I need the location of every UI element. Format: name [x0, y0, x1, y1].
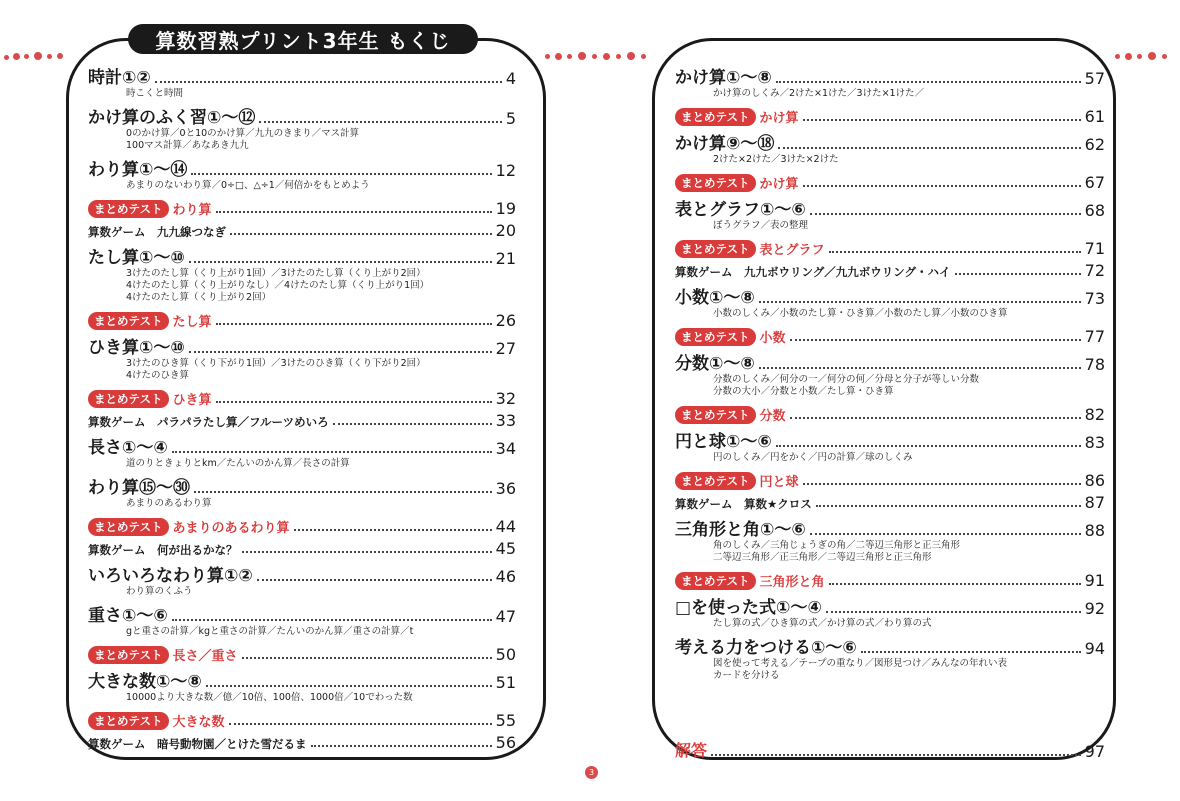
toc-line	[675, 593, 1105, 618]
toc-entry-title: □を使った式①〜④	[675, 598, 822, 618]
toc-entry-title: 時計①②	[88, 68, 151, 88]
toc-line	[88, 645, 516, 664]
decorative-dots-center	[545, 50, 650, 64]
dot-leader	[816, 505, 1081, 507]
toc-subtopic: 3けたのたし算（くり上がり1回）／3けたのたし算（くり上がり2回）	[126, 268, 426, 279]
toc-entry-title: かけ算⑨〜⑱	[675, 134, 775, 154]
review-test-badge: まとめテスト	[88, 200, 169, 218]
toc-entry-title: 算数ゲーム 暗号動物園／とけた雪だるま	[88, 737, 307, 751]
toc-entry	[88, 103, 516, 152]
toc-entry	[88, 645, 516, 664]
toc-entry-title: たし算①〜⑩	[88, 248, 185, 268]
toc-line	[88, 243, 516, 268]
toc-subtopic: gと重さの計算／kgと重さの計算／たんいのかん算／重さの計算／t	[126, 626, 414, 637]
toc-page-number: 91	[1084, 571, 1105, 590]
toc-entry	[675, 327, 1105, 346]
review-test-badge: まとめテスト	[88, 646, 169, 664]
review-test-badge: まとめテスト	[675, 572, 756, 590]
toc-entry-title	[675, 107, 799, 126]
dot-leader	[803, 119, 1081, 121]
toc-entry-title: 算数ゲーム 九九線つなぎ	[88, 225, 226, 239]
toc-entry-title: 考える力をつける①〜⑥	[675, 638, 857, 658]
review-test-topic: 円と球	[759, 475, 799, 490]
review-test-badge: まとめテスト	[88, 712, 169, 730]
toc-line	[675, 515, 1105, 540]
dot-leader	[759, 301, 1081, 303]
toc-line	[675, 63, 1105, 88]
toc-entry-title: 大きな数①〜⑧	[88, 672, 202, 692]
toc-page-number: 94	[1084, 639, 1105, 658]
toc-entry	[675, 173, 1105, 192]
dot-leader	[257, 579, 492, 581]
toc-page-number: 27	[495, 339, 516, 358]
toc-entry-title: 解答	[675, 741, 708, 760]
toc-subtopic: 小数のしくみ／小数のたし算・ひき算／小数のたし算／小数のひき算	[713, 308, 1008, 319]
toc-page-number: 82	[1084, 405, 1105, 424]
toc-entry	[675, 738, 1105, 761]
toc-subtopic: 分数の大小／分数と小数／たし算・ひき算	[713, 386, 894, 397]
toc-page-number: 68	[1084, 201, 1105, 220]
toc-entry-title	[675, 327, 786, 346]
toc-entry-title: かけ算のふく習①〜⑫	[88, 108, 256, 128]
toc-subtopic: わり算のくふう	[126, 586, 193, 597]
toc-page-number: 33	[495, 411, 516, 430]
toc-entry	[675, 571, 1105, 590]
toc-line	[88, 433, 516, 458]
toc-subtopic: ぼうグラフ／表の整理	[713, 220, 809, 231]
toc-entry-title	[88, 311, 212, 330]
dot-leader	[216, 323, 492, 325]
toc-line	[88, 103, 516, 128]
review-test-badge: まとめテスト	[88, 312, 169, 330]
review-test-topic: かけ算	[759, 177, 799, 192]
dot-leader	[172, 619, 492, 621]
dot-leader	[333, 423, 492, 425]
toc-page-number: 71	[1084, 239, 1105, 258]
toc-subtopic: あまりのないわり算／0÷□、△÷1／何倍かをもとめよう	[126, 180, 370, 191]
toc-left-column	[88, 63, 516, 752]
toc-entry	[675, 493, 1105, 512]
toc-entry	[88, 601, 516, 638]
toc-entry	[675, 107, 1105, 126]
review-test-topic: 大きな数	[172, 715, 225, 730]
page-title: 算数習熟プリント3年生 もくじ	[155, 28, 451, 53]
toc-entry	[675, 261, 1105, 280]
review-test-badge: まとめテスト	[675, 240, 756, 258]
toc-page-number: 32	[495, 389, 516, 408]
toc-entry-title	[88, 711, 225, 730]
dot-leader	[155, 81, 502, 83]
toc-entry	[675, 515, 1105, 564]
toc-entry-title: 長さ①〜④	[88, 438, 168, 458]
dot-leader	[776, 445, 1081, 447]
toc-entry	[88, 333, 516, 382]
toc-page-number: 55	[495, 711, 516, 730]
dot-leader	[311, 745, 492, 747]
toc-page-number: 21	[495, 249, 516, 268]
toc-entry-title: 算数ゲーム 算数★クロス	[675, 497, 812, 511]
toc-line	[88, 733, 516, 752]
toc-line	[88, 539, 516, 558]
title-banner	[128, 24, 478, 54]
toc-entry	[675, 195, 1105, 232]
review-test-badge: まとめテスト	[675, 472, 756, 490]
dot-leader	[191, 173, 491, 175]
dot-leader	[861, 651, 1081, 653]
toc-entry	[675, 405, 1105, 424]
toc-entry	[88, 667, 516, 704]
toc-line	[88, 199, 516, 218]
toc-page-number: 73	[1084, 289, 1105, 308]
toc-entry	[88, 539, 516, 558]
toc-page-number: 5	[505, 109, 516, 128]
toc-line	[88, 667, 516, 692]
toc-entry-title: 小数①〜⑧	[675, 288, 755, 308]
toc-line	[675, 107, 1105, 126]
toc-entry	[88, 473, 516, 510]
toc-entry-title	[88, 645, 238, 664]
toc-entry-title: 算数ゲーム 何が出るかな？	[88, 543, 238, 557]
dot-leader	[189, 351, 492, 353]
dot-leader	[778, 147, 1080, 149]
toc-line	[675, 129, 1105, 154]
review-test-badge: まとめテスト	[88, 518, 169, 536]
dot-leader	[829, 251, 1081, 253]
toc-entry	[675, 283, 1105, 320]
toc-entry-title: かけ算①〜⑧	[675, 68, 772, 88]
toc-page-number: 34	[495, 439, 516, 458]
toc-entry	[675, 239, 1105, 258]
toc-subtopic: 4けたのたし算（くり上がりなし）／4けたのたし算（くり上がり1回）	[126, 280, 430, 291]
dot-leader	[172, 451, 492, 453]
toc-entry	[675, 427, 1105, 464]
dot-leader	[829, 583, 1081, 585]
dot-leader	[790, 417, 1081, 419]
toc-page-number: 78	[1084, 355, 1105, 374]
toc-entry	[675, 593, 1105, 630]
review-test-badge: まとめテスト	[88, 390, 169, 408]
toc-page-number: 92	[1084, 599, 1105, 618]
toc-page-number: 83	[1084, 433, 1105, 452]
toc-page-number: 51	[495, 673, 516, 692]
toc-line	[675, 571, 1105, 590]
toc-line	[675, 633, 1105, 658]
toc-line	[88, 389, 516, 408]
toc-entry	[88, 433, 516, 470]
toc-page-number: 20	[495, 221, 516, 240]
toc-subtopic: 3けたのひき算（くり下がり1回）／3けたのひき算（くり下がり2回）	[126, 358, 426, 369]
toc-line	[675, 349, 1105, 374]
toc-page-number: 19	[495, 199, 516, 218]
toc-line	[88, 155, 516, 180]
toc-entry	[88, 561, 516, 598]
toc-page-number: 44	[495, 517, 516, 536]
dot-leader	[810, 213, 1081, 215]
toc-entry	[88, 221, 516, 240]
toc-line	[675, 405, 1105, 424]
toc-page-number: 77	[1084, 327, 1105, 346]
review-test-topic: かけ算	[759, 111, 799, 126]
review-test-topic: ひき算	[172, 393, 212, 408]
review-test-topic: あまりのあるわり算	[172, 521, 290, 536]
toc-entry	[88, 311, 516, 330]
toc-entry-title	[88, 389, 212, 408]
toc-entry-title: わり算⑮〜㉚	[88, 478, 190, 498]
dot-leader	[206, 685, 492, 687]
toc-subtopic: 時こくと時間	[126, 88, 184, 99]
toc-entry-title	[675, 239, 825, 258]
review-test-topic: たし算	[172, 315, 212, 330]
toc-entry	[88, 243, 516, 304]
review-test-topic: 小数	[759, 331, 786, 346]
toc-page-number: 50	[495, 645, 516, 664]
toc-page-number: 12	[495, 161, 516, 180]
toc-subtopic: 円のしくみ／円をかく／円の計算／球のしくみ	[713, 452, 913, 463]
toc-subtopic: 角のしくみ／三角じょうぎの角／二等辺三角形と正三角形	[713, 540, 961, 551]
toc-entry	[675, 129, 1105, 166]
toc-entry	[88, 517, 516, 536]
review-test-badge: まとめテスト	[675, 108, 756, 126]
toc-page-number: 61	[1084, 107, 1105, 126]
toc-page-number: 97	[1084, 742, 1105, 761]
dot-leader	[230, 233, 492, 235]
toc-entry	[88, 63, 516, 100]
dot-leader	[955, 273, 1081, 275]
review-test-topic: 表とグラフ	[759, 243, 825, 258]
toc-line	[88, 333, 516, 358]
review-test-badge: まとめテスト	[675, 406, 756, 424]
toc-page-number: 62	[1084, 135, 1105, 154]
toc-line	[88, 311, 516, 330]
toc-entry-title	[88, 517, 290, 536]
toc-entry-title	[675, 471, 799, 490]
toc-subtopic: 道のりときょりとkm／たんいのかん算／長さの計算	[126, 458, 350, 469]
dot-leader	[759, 367, 1081, 369]
toc-page-number: 86	[1084, 471, 1105, 490]
toc-page-number: 4	[505, 69, 516, 88]
toc-line	[88, 473, 516, 498]
review-test-badge: まとめテスト	[675, 328, 756, 346]
dot-leader	[242, 657, 492, 659]
toc-page-number: 88	[1084, 521, 1105, 540]
toc-entry	[675, 349, 1105, 398]
toc-line	[88, 411, 516, 430]
toc-entry-title: ひき算①〜⑩	[88, 338, 185, 358]
dot-leader	[294, 529, 492, 531]
toc-entry	[88, 411, 516, 430]
toc-page-number: 56	[495, 733, 516, 752]
toc-entry	[675, 471, 1105, 490]
toc-subtopic: 10000より大きな数／億／10倍、100倍、1000倍／10でわった数	[126, 692, 413, 703]
toc-line	[88, 601, 516, 626]
toc-right-column	[675, 63, 1105, 761]
toc-line	[88, 517, 516, 536]
toc-line	[675, 195, 1105, 220]
toc-entry-title	[675, 173, 799, 192]
toc-entry-title: 算数ゲーム 九九ボウリング／九九ボウリング・ハイ	[675, 265, 951, 279]
toc-page-number: 36	[495, 479, 516, 498]
dot-leader	[259, 121, 501, 123]
toc-entry	[675, 63, 1105, 100]
dot-leader	[790, 339, 1081, 341]
dot-leader	[242, 551, 492, 553]
toc-subtopic: カードを分ける	[713, 670, 780, 681]
dot-leader	[711, 754, 1081, 756]
toc-entry-title	[675, 571, 825, 590]
toc-subtopic: 4けたのひき算	[126, 370, 190, 381]
review-test-topic: 三角形と角	[759, 575, 825, 590]
toc-entry	[88, 711, 516, 730]
toc-subtopic: かけ算のしくみ／2けた×1けた／3けた×1けた／	[713, 88, 925, 99]
toc-subtopic: 4けたのたし算（くり上がり2回）	[126, 292, 272, 303]
toc-entry	[88, 389, 516, 408]
toc-subtopic: 2けた×2けた／3けた×2けた	[713, 154, 839, 165]
dot-leader	[810, 533, 1081, 535]
toc-subtopic: あまりのあるわり算	[126, 498, 212, 509]
toc-line	[675, 427, 1105, 452]
toc-subtopic: 二等辺三角形／正三角形／二等辺三角形と正三角形	[713, 552, 932, 563]
dot-leader	[803, 185, 1081, 187]
toc-line	[88, 711, 516, 730]
toc-entry-title: 三角形と角①〜⑥	[675, 520, 806, 540]
toc-page-number: 67	[1084, 173, 1105, 192]
dot-leader	[826, 611, 1081, 613]
toc-line	[675, 261, 1105, 280]
toc-entry	[88, 155, 516, 192]
toc-entry-title: わり算①〜⑭	[88, 160, 188, 180]
toc-page-number: 45	[495, 539, 516, 558]
toc-subtopic: 図を使って考える／テープの重なり／図形見つけ／みんなの年れい表	[713, 658, 1008, 669]
toc-page-number: 26	[495, 311, 516, 330]
toc-entry-title	[88, 199, 212, 218]
toc-line	[675, 471, 1105, 490]
review-test-topic: 長さ／重さ	[172, 649, 238, 664]
toc-line	[675, 327, 1105, 346]
toc-page-number: 46	[495, 567, 516, 586]
toc-line	[88, 561, 516, 586]
toc-entry	[88, 199, 516, 218]
page-number: 3	[585, 766, 598, 779]
toc-page-number: 47	[495, 607, 516, 626]
decorative-dots-left	[4, 50, 70, 64]
toc-subtopic: 0のかけ算／0と10のかけ算／九九のきまり／マス計算	[126, 128, 360, 139]
toc-line	[675, 283, 1105, 308]
dot-leader	[216, 401, 492, 403]
decorative-dots-right	[1115, 50, 1177, 64]
toc-entry	[675, 633, 1105, 682]
dot-leader	[803, 483, 1081, 485]
toc-entry-title: 算数ゲーム パラパラたし算／フルーツめいろ	[88, 415, 329, 429]
toc-entry-title: いろいろなわり算①②	[88, 566, 253, 586]
toc-entry-title	[675, 405, 786, 424]
toc-line	[88, 221, 516, 240]
review-test-topic: 分数	[759, 409, 786, 424]
toc-line	[88, 63, 516, 88]
toc-entry-title: 表とグラフ①〜⑥	[675, 200, 806, 220]
toc-entry-title: 円と球①〜⑥	[675, 432, 772, 452]
dot-leader	[776, 81, 1081, 83]
toc-line	[675, 173, 1105, 192]
dot-leader	[189, 261, 492, 263]
toc-line	[675, 239, 1105, 258]
review-test-badge: まとめテスト	[675, 174, 756, 192]
dot-leader	[229, 723, 492, 725]
toc-line	[675, 738, 1105, 761]
toc-subtopic: たし算の式／ひき算の式／かけ算の式／わり算の式	[713, 618, 932, 629]
review-test-topic: わり算	[172, 203, 212, 218]
toc-page-number: 57	[1084, 69, 1105, 88]
toc-entry-title: 分数①〜⑧	[675, 354, 755, 374]
toc-entry-title: 重さ①〜⑥	[88, 606, 168, 626]
dot-leader	[194, 491, 492, 493]
toc-subtopic: 分数のしくみ／何分の一／何分の何／分母と分子が等しい分数	[713, 374, 980, 385]
toc-entry	[88, 733, 516, 752]
toc-line	[675, 493, 1105, 512]
toc-page-number: 72	[1084, 261, 1105, 280]
dot-leader	[216, 211, 492, 213]
toc-page-number: 87	[1084, 493, 1105, 512]
toc-subtopic: 100マス計算／あなあき九九	[126, 140, 249, 151]
